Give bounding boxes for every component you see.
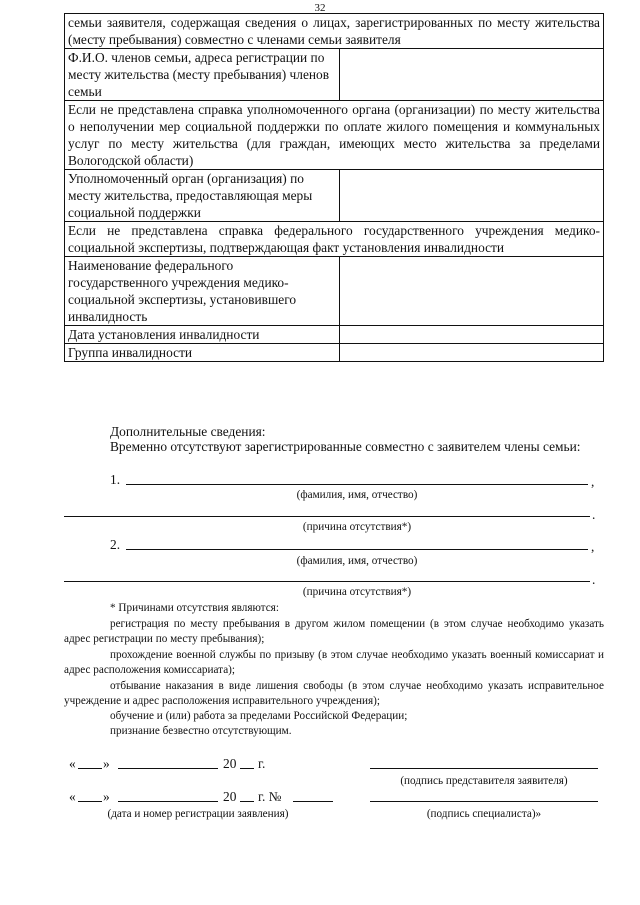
representative-signature-field[interactable] bbox=[370, 768, 598, 769]
field-label: Ф.И.О. членов семьи, адреса регистрации по месту жительства (месту пребывания) членов семьи bbox=[65, 49, 340, 101]
field-label: Наименование федерального государственного учреждения медико-социальной экспертизы, установившего инвалидность bbox=[65, 257, 340, 326]
member-1-name-field[interactable] bbox=[126, 484, 588, 485]
date-close-quote: » bbox=[103, 756, 110, 771]
year-prefix: 20 bbox=[223, 756, 237, 771]
reg-year-prefix: 20 bbox=[223, 789, 237, 804]
footnote-reason: прохождение военной службы по призыву (в этом случае необходимо указать военный комиссариат и адрес расположения комиссариата); bbox=[64, 649, 604, 676]
footnote-reason: регистрация по месту пребывания в другом жилом помещении (в этом случае необходимо указать адрес регистрации по месту пребывания); bbox=[64, 618, 604, 645]
table-row bbox=[65, 257, 604, 326]
field-value[interactable] bbox=[340, 49, 604, 101]
reg-day-field[interactable] bbox=[78, 801, 102, 802]
year-suffix: г. bbox=[258, 756, 266, 771]
member-2-reason-field[interactable] bbox=[64, 581, 590, 582]
member-1-reason-field[interactable] bbox=[64, 516, 590, 517]
table-row bbox=[65, 344, 604, 362]
field-label: Группа инвалидности bbox=[65, 344, 340, 362]
member-2-name-field[interactable] bbox=[126, 549, 588, 550]
field-value[interactable] bbox=[340, 257, 604, 326]
reg-year-field[interactable] bbox=[240, 801, 254, 802]
member-2-name-caption: (фамилия, имя, отчество) bbox=[296, 555, 418, 567]
year-field[interactable] bbox=[240, 768, 254, 769]
member-1-period: . bbox=[592, 507, 596, 522]
field-value[interactable] bbox=[340, 344, 604, 362]
member-1-number: 1. bbox=[110, 472, 121, 487]
footnote-reason: признание безвестно отсутствующим. bbox=[110, 725, 292, 737]
registration-caption: (дата и номер регистрации заявления) bbox=[107, 808, 289, 820]
table-row bbox=[65, 170, 604, 222]
additional-heading: Дополнительные сведения: bbox=[110, 424, 266, 439]
reg-number-label: г. № bbox=[258, 789, 282, 804]
table-row bbox=[65, 222, 604, 257]
application-form-table bbox=[64, 13, 604, 362]
representative-signature-caption: (подпись представителя заявителя) bbox=[400, 775, 568, 787]
field-value[interactable] bbox=[340, 170, 604, 222]
table-row bbox=[65, 49, 604, 101]
member-2-reason-caption: (причина отсутствия*) bbox=[302, 586, 412, 598]
reg-close-quote: » bbox=[103, 789, 110, 804]
reg-month-field[interactable] bbox=[118, 801, 218, 802]
page-number: 32 bbox=[314, 2, 326, 14]
member-1-reason-caption: (причина отсутствия*) bbox=[302, 521, 412, 533]
reg-number-field[interactable] bbox=[293, 801, 333, 802]
specialist-signature-field[interactable] bbox=[370, 801, 598, 802]
field-label: Дата установления инвалидности bbox=[65, 326, 340, 344]
date-open-quote: « bbox=[69, 756, 76, 771]
section-header: семьи заявителя, содержащая сведения о лицах, зарегистрированных по месту жительства (месту пребывания) совместно с членами семьи заявителя bbox=[65, 14, 604, 49]
additional-intro: Временно отсутствуют зарегистрированные совместно с заявителем члены семьи: bbox=[110, 439, 581, 454]
table-row bbox=[65, 14, 604, 49]
member-1-comma: , bbox=[591, 474, 595, 489]
month-field[interactable] bbox=[118, 768, 218, 769]
member-2-comma: , bbox=[591, 539, 595, 554]
field-label: Уполномоченный орган (организация) по месту жительства, предоставляющая меры социальной поддержки bbox=[65, 170, 340, 222]
reg-open-quote: « bbox=[69, 789, 76, 804]
section-header: Если не представлена справка федерального государственного учреждения медико-социальной экспертизы, подтверждающая факт установления инвалидности bbox=[65, 222, 604, 257]
footnote-reason: обучение и (или) работа за пределами Российской Федерации; bbox=[110, 710, 408, 722]
day-field[interactable] bbox=[78, 768, 102, 769]
section-header: Если не представлена справка уполномоченного органа (организации) по месту жительства о неполучении мер социальной поддержки по оплате жилого помещения и коммунальных услуг по месту жительства (для граждан, имеющих место жительства за пределами Вологодской области) bbox=[65, 101, 604, 170]
member-1-name-caption: (фамилия, имя, отчество) bbox=[296, 489, 418, 501]
member-2-period: . bbox=[592, 572, 596, 587]
footnote-reason: отбывание наказания в виде лишения свободы (в этом случае необходимо указать исправительное учреждение и адрес расположения исправительного учреждения); bbox=[64, 680, 604, 707]
table-row bbox=[65, 326, 604, 344]
member-2-number: 2. bbox=[110, 537, 121, 552]
table-row bbox=[65, 101, 604, 170]
specialist-signature-caption: (подпись специалиста)» bbox=[426, 808, 542, 820]
footnote-title: * Причинами отсутствия являются: bbox=[110, 602, 279, 614]
field-value[interactable] bbox=[340, 326, 604, 344]
